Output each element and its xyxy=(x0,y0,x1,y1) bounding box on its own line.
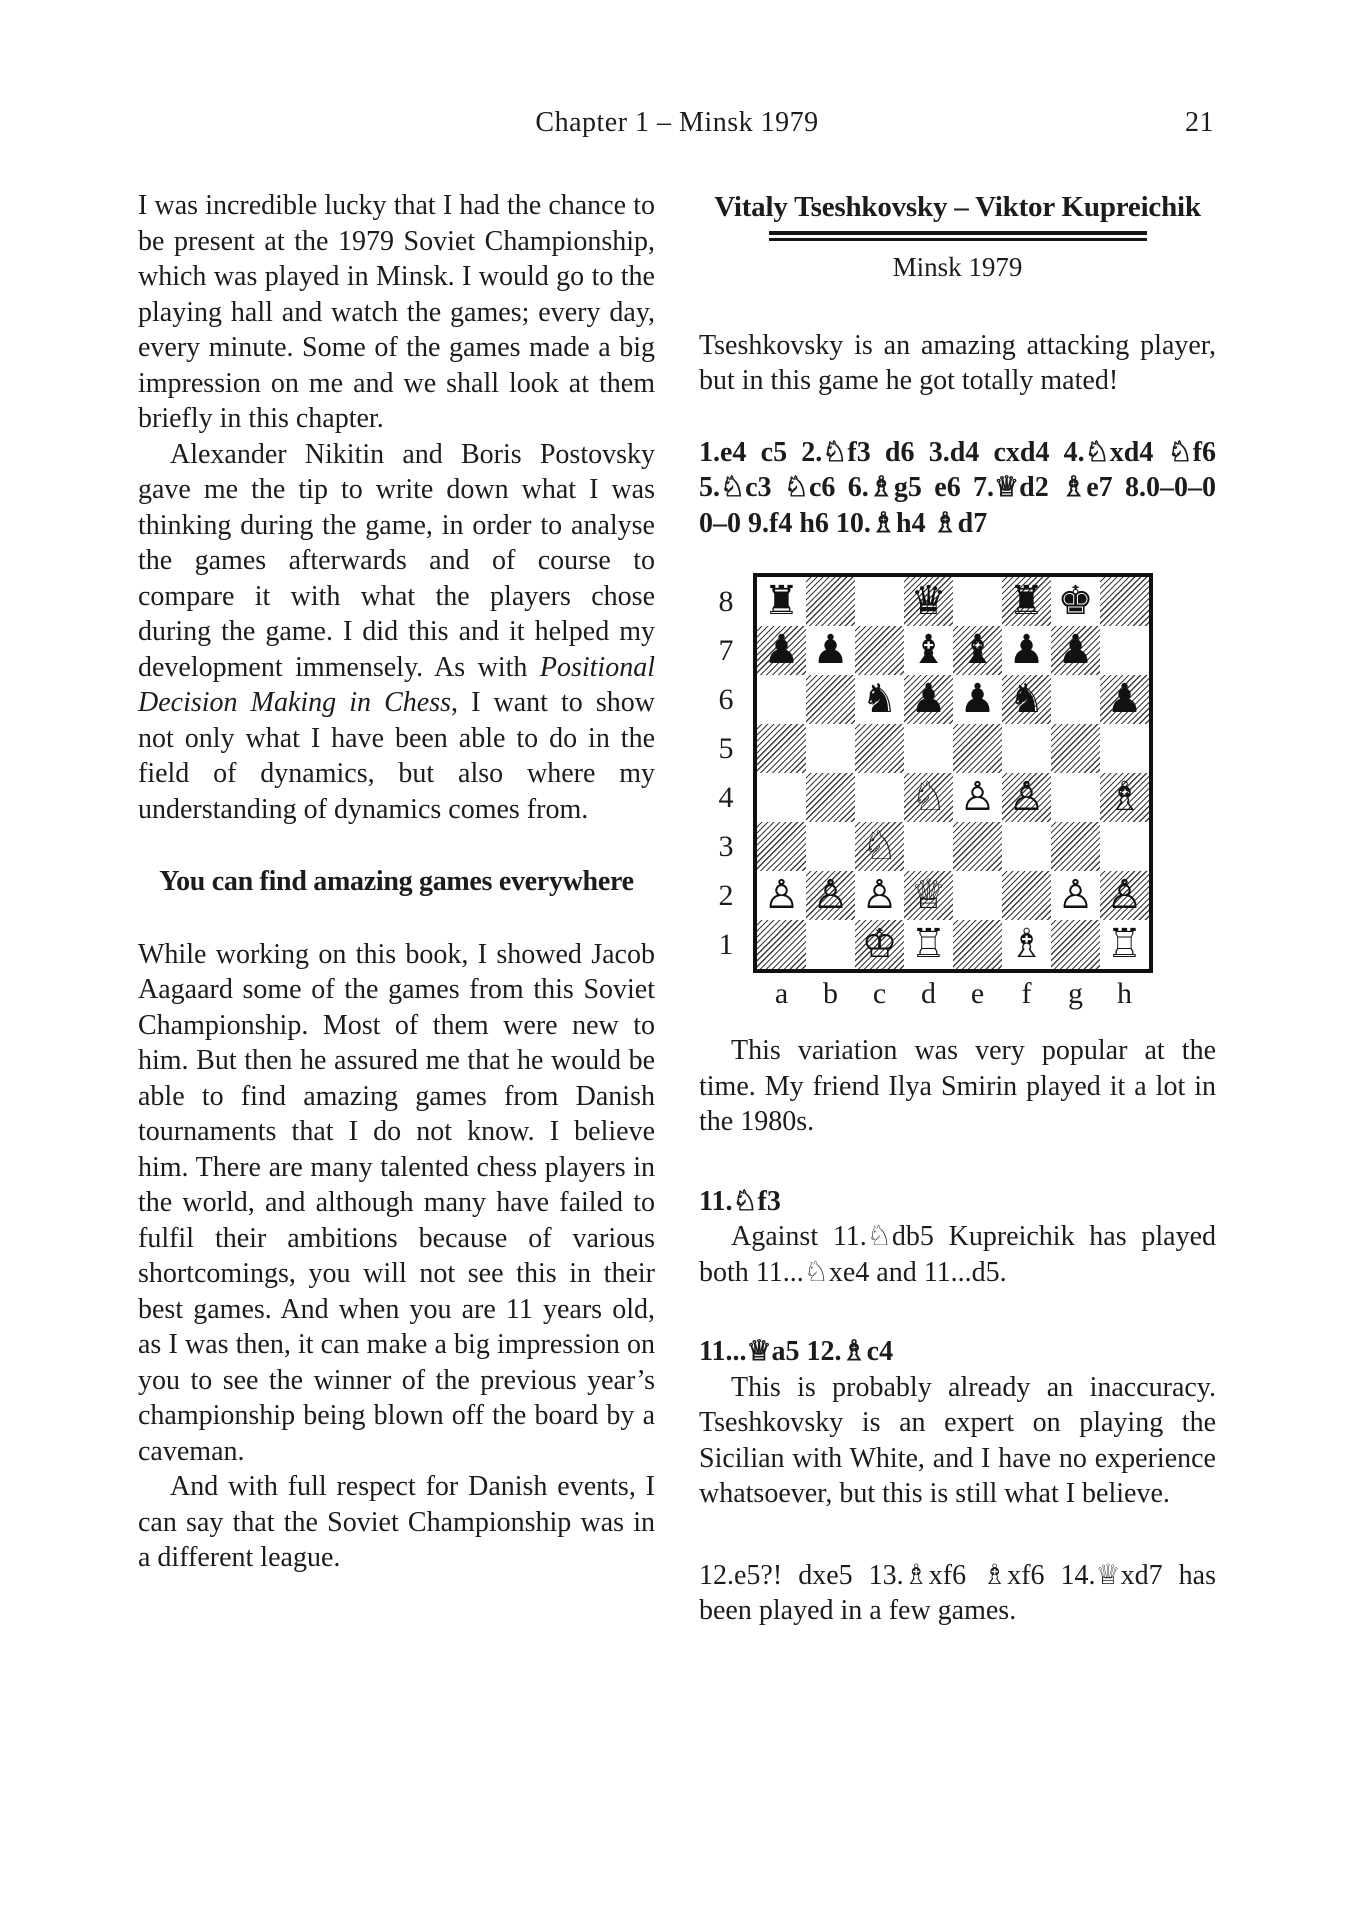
board-square-g1 xyxy=(1051,920,1100,969)
board-square-c8 xyxy=(855,577,904,626)
move-heading-11nf3: 11.♘f3 xyxy=(699,1185,781,1217)
board-square-c2 xyxy=(855,871,904,920)
rank-label-4: 4 xyxy=(718,781,734,814)
board-square-f1 xyxy=(1002,920,1051,969)
section-heading: You can find amazing games everywhere xyxy=(159,866,634,897)
board-square-c7 xyxy=(855,626,904,675)
board-square-g4 xyxy=(1051,773,1100,822)
board-square-e4 xyxy=(953,773,1002,822)
board-square-h2 xyxy=(1100,871,1149,920)
board-square-h3 xyxy=(1100,822,1149,871)
book-title-italic: Positional Decision Making in Chess xyxy=(138,651,655,718)
rank-label-8: 8 xyxy=(718,585,734,618)
board-square-f3 xyxy=(1002,822,1051,871)
white-pawn-icon: ♙ xyxy=(1106,872,1143,918)
board-square-a6 xyxy=(757,675,806,724)
board-square-d3 xyxy=(904,822,953,871)
paragraph-against-ndb5: Against 11.♘db5 Kupreichik has played both 11...♘xe4 and 11...d5. xyxy=(699,1221,1216,1288)
board-square-d6 xyxy=(904,675,953,724)
black-pawn-icon: ♟ xyxy=(959,676,996,722)
text-run: Alexander Nikitin and Boris Postovsky gave me the tip to write down what I was thinking during the game, in order to analyse the games afterwards and of course to compare it with what the players chose during the game. I did this and it helped my development immensely. As with xyxy=(138,438,655,683)
paragraph-inaccuracy: This is probably already an inaccuracy. Tseshkovsky is an expert on playing the Sicilian with White, and I have no experience whatsoever, but this is still what I believe. xyxy=(699,1371,1216,1509)
black-pawn-icon: ♟ xyxy=(910,676,947,722)
rank-labels xyxy=(699,573,753,973)
file-label-h: h xyxy=(1117,977,1132,1010)
game-title: Vitaly Tseshkovsky – Viktor Kupreichik xyxy=(714,191,1201,223)
board-square-b6 xyxy=(806,675,855,724)
board-square-h1 xyxy=(1100,920,1149,969)
black-bishop-icon: ♝ xyxy=(910,627,947,673)
black-queen-icon: ♛ xyxy=(910,578,947,624)
black-rook-icon: ♜ xyxy=(763,578,800,624)
game-moves-paragraph: 1.e4 c5 2.♘f3 d6 3.d4 cxd4 4.♘xd4 ♘f6 5.♘c3 ♘c6 6.♗g5 e6 7.♕d2 ♗e7 8.0–0–0 0–0 9.f4 h6 10.♗h4 ♗d7 xyxy=(699,436,1216,539)
board-square-b7 xyxy=(806,626,855,675)
board-square-a7 xyxy=(757,626,806,675)
board-square-d7 xyxy=(904,626,953,675)
board-square-c1 xyxy=(855,920,904,969)
white-queen-icon: ♕ xyxy=(910,872,947,918)
board-square-a2 xyxy=(757,871,806,920)
chess-diagram xyxy=(699,573,1216,1011)
white-knight-icon: ♘ xyxy=(861,823,898,869)
file-label-a: a xyxy=(774,977,789,1010)
paragraph-lucky-chance: I was incredible lucky that I had the chance to be present at the 1979 Soviet Championship, which was played in Minsk. I would go to the playing hall and watch the games; every day, every minute. Some of the games made a big impression on me and we shall look at them briefly in this chapter. xyxy=(138,190,655,434)
game-intro-paragraph: Tseshkovsky is an amazing attacking player, but in this game he got totally mated! xyxy=(699,329,1216,396)
white-rook-icon: ♖ xyxy=(1106,921,1143,967)
board-square-g8 xyxy=(1051,577,1100,626)
paragraph-danish-respect: And with full respect for Danish events, I can say that the Soviet Championship was in a different league. xyxy=(138,1471,655,1573)
black-pawn-icon: ♟ xyxy=(1057,627,1094,673)
board-square-b5 xyxy=(806,724,855,773)
board-square-h7 xyxy=(1100,626,1149,675)
board-square-b8 xyxy=(806,577,855,626)
white-rook-icon: ♖ xyxy=(910,921,947,967)
chess-diagram-body xyxy=(699,573,1216,973)
chess-board xyxy=(753,573,1153,973)
white-pawn-icon: ♙ xyxy=(1008,774,1045,820)
board-square-a8 xyxy=(757,577,806,626)
paragraph-12e5-footnote: 12.e5?! dxe5 13.♗xf6 ♗xf6 14.♕xd7 has been played in a few games. xyxy=(699,1559,1216,1626)
two-column-layout xyxy=(138,188,1216,1629)
file-labels xyxy=(757,977,1216,1011)
board-square-g3 xyxy=(1051,822,1100,871)
board-square-g5 xyxy=(1051,724,1100,773)
paragraph-nikitin-postovsky xyxy=(138,437,655,828)
board-square-a3 xyxy=(757,822,806,871)
board-square-e5 xyxy=(953,724,1002,773)
white-bishop-icon: ♗ xyxy=(1008,921,1045,967)
board-square-c3 xyxy=(855,822,904,871)
board-square-e3 xyxy=(953,822,1002,871)
board-square-f7 xyxy=(1002,626,1051,675)
board-square-e1 xyxy=(953,920,1002,969)
board-square-f8 xyxy=(1002,577,1051,626)
board-square-e7 xyxy=(953,626,1002,675)
black-knight-icon: ♞ xyxy=(1008,676,1045,722)
board-square-b4 xyxy=(806,773,855,822)
running-head xyxy=(138,106,1216,140)
board-square-d2 xyxy=(904,871,953,920)
game-venue: Minsk 1979 xyxy=(892,252,1023,282)
board-square-f6 xyxy=(1002,675,1051,724)
page-content xyxy=(138,0,1216,1629)
black-pawn-icon: ♟ xyxy=(1106,676,1143,722)
black-pawn-icon: ♟ xyxy=(763,627,800,673)
move-heading-11qa5-12bc4: 11...♕a5 12.♗c4 xyxy=(699,1336,894,1367)
white-bishop-icon: ♗ xyxy=(1106,774,1143,820)
file-label-b: b xyxy=(823,977,838,1010)
white-knight-icon: ♘ xyxy=(910,774,947,820)
board-square-c4 xyxy=(855,773,904,822)
white-pawn-icon: ♙ xyxy=(1057,872,1094,918)
board-square-a1 xyxy=(757,920,806,969)
board-square-b3 xyxy=(806,822,855,871)
file-label-f: f xyxy=(1021,977,1032,1010)
board-square-g2 xyxy=(1051,871,1100,920)
right-column xyxy=(699,188,1216,1629)
running-head-title: Chapter 1 – Minsk 1979 xyxy=(535,107,819,138)
rank-label-2: 2 xyxy=(718,879,734,912)
black-bishop-icon: ♝ xyxy=(959,627,996,673)
white-king-icon: ♔ xyxy=(861,921,898,967)
double-rule-divider xyxy=(769,231,1147,241)
file-label-c: c xyxy=(872,977,887,1010)
paragraph-variation-popular: This variation was very popular at the time. My friend Ilya Smirin played it a lot in the 1980s. xyxy=(699,1035,1216,1137)
paragraph-while-working: While working on this book, I showed Jacob Aagaard some of the games from this Soviet Championship. Most of them were new to him. But then he assured me that he would be able to find amazing games from Danish tournaments that I do not know. I believe him. There are many talented chess players in the world, and although many have failed to fulfil their ambitions because of various shortcomings, you will not see this in their best games. And when you are 11 years old, as I was then, it can make a big impression on you to see the winner of the previous year’s championship being blown off the board by a caveman. xyxy=(138,938,655,1467)
board-square-f2 xyxy=(1002,871,1051,920)
board-square-a5 xyxy=(757,724,806,773)
board-square-a4 xyxy=(757,773,806,822)
board-square-h5 xyxy=(1100,724,1149,773)
text-run: , I want to show not only what I have been able to do in the field of dynamics, but also where my understanding of dynamics comes from. xyxy=(138,687,655,825)
file-label-d: d xyxy=(921,977,936,1010)
board-square-d5 xyxy=(904,724,953,773)
board-square-h4 xyxy=(1100,773,1149,822)
board-square-e6 xyxy=(953,675,1002,724)
white-pawn-icon: ♙ xyxy=(763,872,800,918)
board-square-d8 xyxy=(904,577,953,626)
rank-label-6: 6 xyxy=(718,683,734,716)
white-pawn-icon: ♙ xyxy=(959,774,996,820)
rank-label-1: 1 xyxy=(718,928,734,961)
page-number: 21 xyxy=(1185,107,1214,138)
board-square-e8 xyxy=(953,577,1002,626)
board-square-d4 xyxy=(904,773,953,822)
rank-label-7: 7 xyxy=(718,634,734,667)
rank-label-3: 3 xyxy=(718,830,734,863)
black-rook-icon: ♜ xyxy=(1008,578,1045,624)
file-label-e: e xyxy=(970,977,985,1010)
rank-label-5: 5 xyxy=(718,732,734,765)
board-square-c5 xyxy=(855,724,904,773)
board-square-f4 xyxy=(1002,773,1051,822)
board-square-c6 xyxy=(855,675,904,724)
board-square-b1 xyxy=(806,920,855,969)
file-label-g: g xyxy=(1068,977,1083,1010)
board-square-g7 xyxy=(1051,626,1100,675)
board-square-e2 xyxy=(953,871,1002,920)
board-square-f5 xyxy=(1002,724,1051,773)
black-knight-icon: ♞ xyxy=(861,676,898,722)
black-pawn-icon: ♟ xyxy=(812,627,849,673)
black-king-icon: ♚ xyxy=(1057,578,1094,624)
board-square-g6 xyxy=(1051,675,1100,724)
black-pawn-icon: ♟ xyxy=(1008,627,1045,673)
white-pawn-icon: ♙ xyxy=(812,872,849,918)
board-square-d1 xyxy=(904,920,953,969)
board-square-h8 xyxy=(1100,577,1149,626)
board-square-h6 xyxy=(1100,675,1149,724)
left-column xyxy=(138,188,655,1629)
board-square-b2 xyxy=(806,871,855,920)
white-pawn-icon: ♙ xyxy=(861,872,898,918)
